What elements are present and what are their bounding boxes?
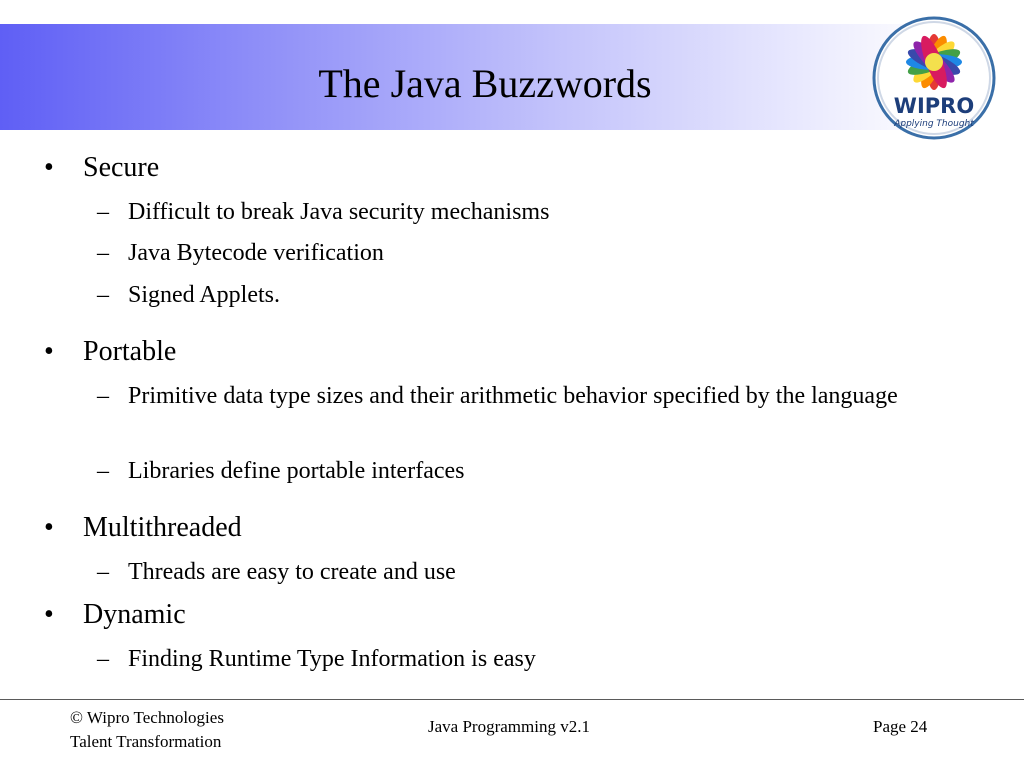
sub-bullet-text: Primitive data type sizes and their arithmetic behavior specified by the language <box>128 383 898 409</box>
sub-bullet <box>97 555 987 589</box>
footer-department: Talent Transformation <box>70 732 222 751</box>
bullet-text: Dynamic <box>83 599 186 630</box>
wipro-logo <box>868 12 1000 144</box>
wipro-logo-icon <box>868 12 1000 144</box>
dash: – <box>97 282 109 308</box>
bullet-dot: • <box>44 336 54 367</box>
sub-bullet <box>97 454 987 488</box>
logo-tagline: Applying Thought <box>894 119 974 129</box>
sub-bullet-text: Libraries define portable interfaces <box>128 458 465 484</box>
sub-bullet-text: Java Bytecode verification <box>128 240 384 266</box>
bullet-text: Secure <box>83 152 160 183</box>
sub-bullet-text: Threads are easy to create and use <box>128 559 456 585</box>
sub-bullet-text: Difficult to break Java security mechanisms <box>128 199 550 225</box>
dash: – <box>97 199 109 225</box>
slide-title: The Java Buzzwords <box>318 61 652 106</box>
dash: – <box>97 458 109 484</box>
dash: – <box>97 240 109 266</box>
bullet-dot: • <box>44 512 54 543</box>
sub-bullet-text: Signed Applets. <box>128 282 281 308</box>
footer-page-number: Page 24 <box>873 717 928 736</box>
sub-bullet-text: Finding Runtime Type Information is easy <box>128 646 536 672</box>
sub-bullet <box>97 195 987 229</box>
sub-bullet <box>97 236 987 270</box>
sub-bullet <box>97 379 987 413</box>
bullet-dot: • <box>44 152 54 183</box>
bullet-text: Portable <box>83 336 177 367</box>
dash: – <box>97 559 109 585</box>
sub-bullet <box>97 278 987 312</box>
footer-course: Java Programming v2.1 <box>428 717 590 736</box>
dash: – <box>97 646 109 672</box>
dash: – <box>97 383 109 409</box>
logo-wordmark: WIPRO <box>893 94 975 118</box>
footer-copyright: © Wipro Technologies <box>70 708 224 727</box>
sub-bullet <box>97 642 987 676</box>
footer-divider <box>0 699 1024 700</box>
bullet-dot: • <box>44 599 54 630</box>
bullet-text: Multithreaded <box>83 512 242 543</box>
